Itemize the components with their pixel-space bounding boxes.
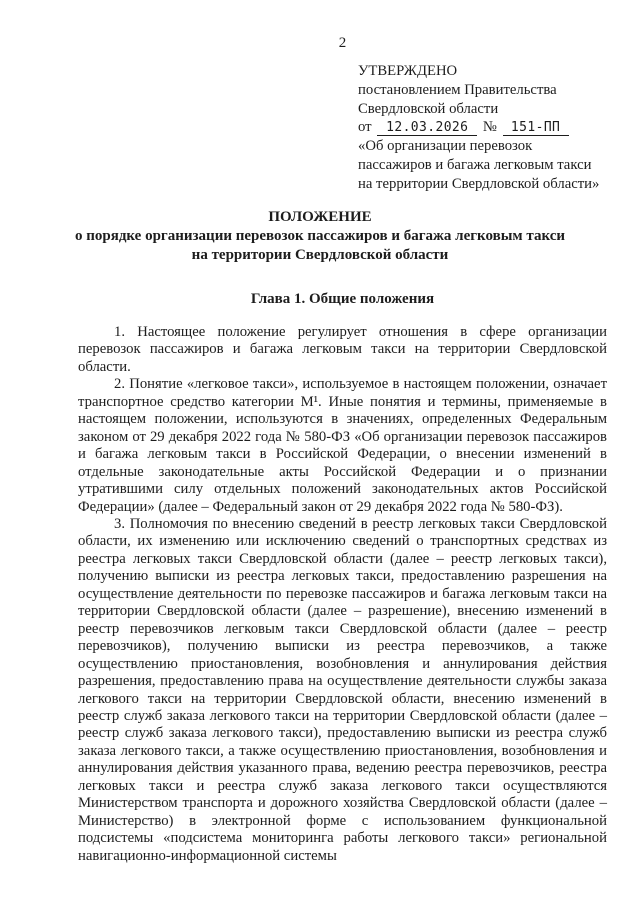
- document-title-heading: ПОЛОЖЕНИЕ: [268, 209, 372, 225]
- approval-authority-line-2: Свердловской области: [358, 100, 499, 117]
- paragraph-1: 1. Настоящее положение регулирует отношения в сфере организации перевозок пассажиров и багажа легковым такси на территории Свердловской области.: [78, 324, 607, 375]
- document-body: [78, 324, 607, 865]
- approval-block: [358, 62, 616, 194]
- paragraph-2: 2. Понятие «легковое такси», используемое в настоящем положении, означает транспортное средство категории М¹. Иные понятия и термины, применяемые в настоящем положении, используются в значениях, определенных Федеральным законом от 29 декабря 2022 года № 580-ФЗ «Об организации перевозок пассажиров и багажа легковым такси в Российской Федерации, о внесении изменений в отдельные законодательные акты Российской Федерации и о признании утратившими силу отдельных положений законодательных актов Российской Федерации» (далее – Федеральный закон от 29 декабря 2022 года № 580-ФЗ).: [78, 376, 607, 515]
- approval-approved-label: УТВЕРЖДЕНО: [358, 63, 458, 79]
- approval-authority-line-1: постановлением Правительства: [358, 81, 557, 98]
- paragraph-3: 3. Полномочия по внесению сведений в реестр легковых такси Свердловской области, их изменению или исключению сведений о транспортных средствах из реестра легковых такси Свердловской области (далее – реестр легковых такси), получению выписки из реестра легковых такси, предоставлению разрешения на осуществление деятельности по перевозке пассажиров и багажа легковым такси на территории Свердловской области (далее – разрешение), внесению изменений в реестр перевозчиков легковым такси Свердловской области (далее – реестр перевозчиков), получению выписки из реестра перевозчиков, а также осуществлению приостановления, возобновления и аннулирования действия разрешения, предоставлению права на осуществление деятельности службы заказа легкового такси на территории Свердловской области, внесению изменений в реестр служб заказа легкового такси на территории Свердловской области (далее – реестр служб заказа легкового такси), предоставлению выписки из реестра служб заказа легкового такси, а также осуществлению приостановления, возобновления и аннулирования действия указанного права, ведению реестра перевозчиков, реестра легковых такси и реестра служб заказа легкового такси осуществляются Министерством транспорта и дорожного хозяйства Свердловской области (далее – Министерство) в электронной форме с использованием функциональной подсистемы «подсистема мониторинга работы легкового такси» региональной навигационно-информационной системы: [78, 515, 607, 864]
- document-title-subtitle-2: на территории Свердловской области: [191, 247, 449, 263]
- approval-date-value: 12.03.2026: [377, 120, 477, 136]
- page-number: 2: [338, 35, 347, 51]
- approval-number-value: 151-ПП: [503, 120, 569, 136]
- document-title-subtitle-1: о порядке организации перевозок пассажиров и багажа легковым такси: [74, 228, 566, 244]
- approval-date-prefix: от: [358, 119, 372, 136]
- approval-date-number-line: [358, 118, 616, 137]
- approval-quote-line-3: на территории Свердловской области»: [358, 175, 600, 192]
- approval-quote-line-1: «Об организации перевозок: [358, 138, 533, 155]
- approval-quote-line-2: пассажиров и багажа легковым такси: [358, 156, 592, 173]
- chapter-heading: Глава 1. Общие положения: [250, 291, 435, 307]
- approval-number-sign: №: [482, 119, 497, 136]
- document-title-block: [40, 208, 600, 265]
